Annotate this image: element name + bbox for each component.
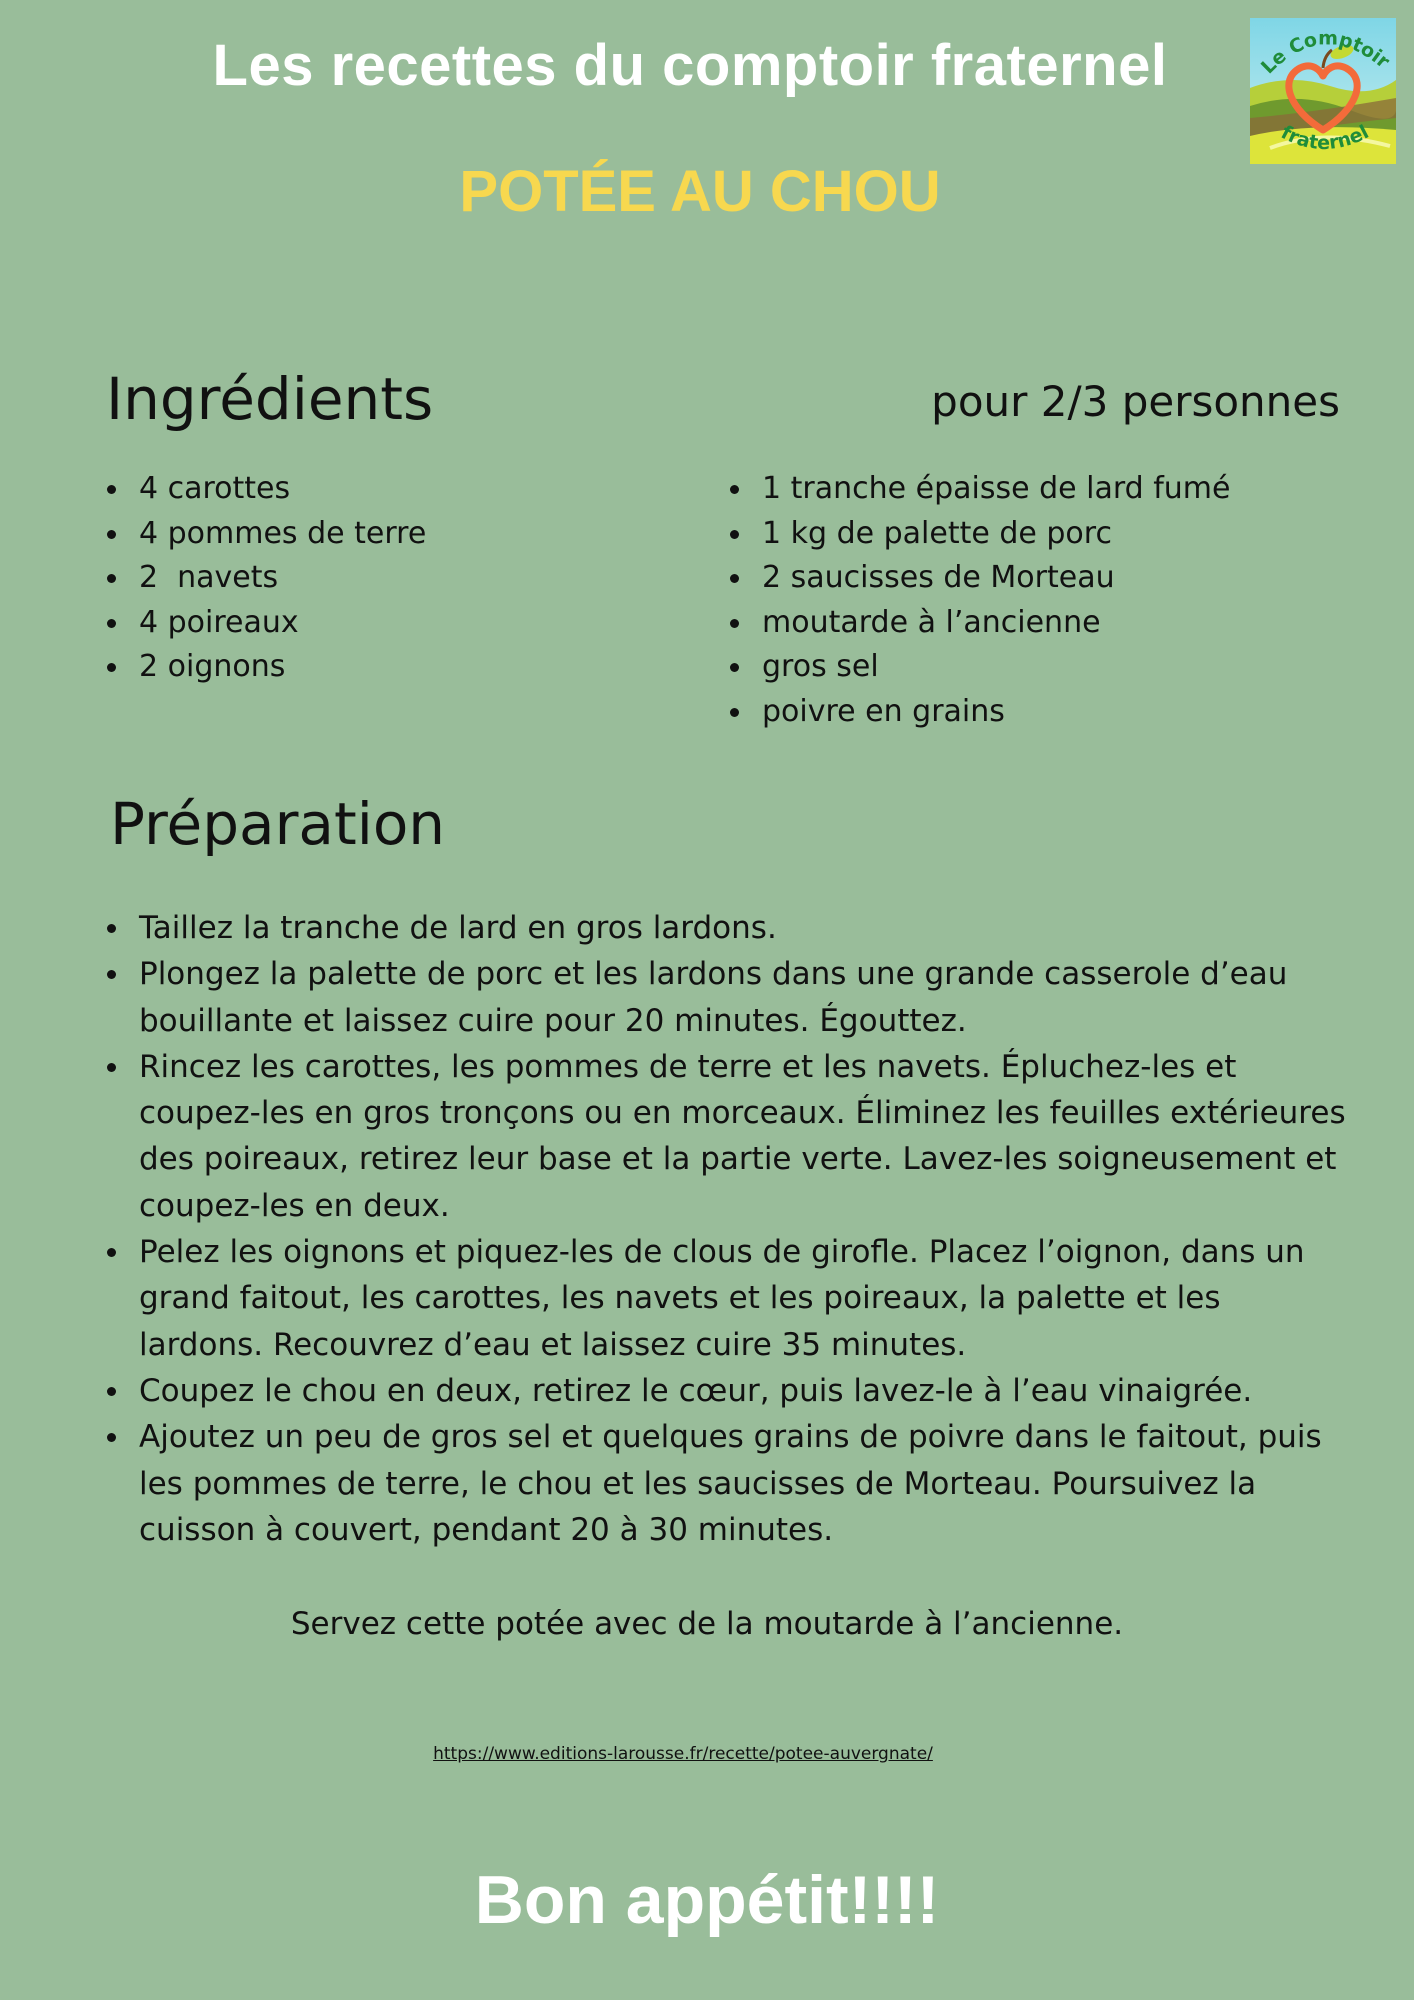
ingredient-item: 1 tranche épaisse de lard fumé: [730, 467, 1370, 512]
logo-graphic: [1250, 18, 1396, 164]
ingredient-item: poivre en grains: [730, 690, 1370, 735]
ingredient-item: 2 navets: [107, 556, 667, 601]
preparation-step: Taillez la tranche de lard en gros lardons.: [107, 905, 1347, 951]
preparation-step: Rincez les carottes, les pommes de terre et les navets. Épluchez-les et coupez-les en gros tronçons ou en morceaux. Éliminez les feuilles extérieures des poireaux, retirez leur base et la partie verte. Lavez-les soigneusement et coupez-les en deux.: [107, 1044, 1347, 1229]
ingredient-item: moutarde à l’ancienne: [730, 601, 1370, 646]
svg-text:Le Comptoir: Le Comptoir: [1257, 27, 1394, 79]
ingredients-list-right: [730, 467, 1370, 734]
source-link[interactable]: https://www.editions-larousse.fr/recette/potee-auvergnate/: [433, 1744, 933, 1764]
serving-note: Servez cette potée avec de la moutarde à l’ancienne.: [290, 1606, 1124, 1642]
site-title: Les recettes du comptoir fraternel: [212, 33, 1168, 98]
ingredient-item: 4 carottes: [107, 467, 667, 512]
preparation-step: Pelez les oignons et piquez-les de clous de girofle. Placez l’oignon, dans un grand faitout, les carottes, les navets et les poireaux, la palette et les lardons. Recouvrez d’eau et laissez cuire 35 minutes.: [107, 1229, 1347, 1368]
preparation-step: Plongez la palette de porc et les lardons dans une grande casserole d’eau bouillante et laissez cuire pour 20 minutes. Égouttez.: [107, 951, 1347, 1044]
ingredient-item: gros sel: [730, 645, 1370, 690]
recipe-title: POTÉE AU CHOU: [459, 159, 941, 224]
ingredient-item: 4 poireaux: [107, 601, 667, 646]
preparation-step: Coupez le chou en deux, retirez le cœur, puis lavez-le à l’eau vinaigrée.: [107, 1368, 1347, 1414]
ingredients-heading: Ingrédients: [106, 365, 434, 433]
preparation-step: Ajoutez un peu de gros sel et quelques grains de poivre dans le faitout, puis les pommes de terre, le chou et les saucisses de Morteau. Poursuivez la cuisson à couvert, pendant 20 à 30 minutes.: [107, 1414, 1347, 1553]
svg-text:fraternel: fraternel: [1277, 121, 1373, 155]
closing-message: Bon appétit!!!!: [474, 1862, 940, 1938]
preparation-heading: Préparation: [110, 790, 446, 858]
ingredient-item: 2 saucisses de Morteau: [730, 556, 1370, 601]
ingredient-item: 4 pommes de terre: [107, 512, 667, 557]
ingredients-list-left: [107, 467, 667, 690]
ingredient-item: 1 kg de palette de porc: [730, 512, 1370, 557]
ingredient-item: 2 oignons: [107, 645, 667, 690]
preparation-steps: [107, 905, 1347, 1553]
comptoir-fraternel-logo: [1250, 18, 1396, 164]
servings-label: pour 2/3 personnes: [931, 377, 1340, 426]
